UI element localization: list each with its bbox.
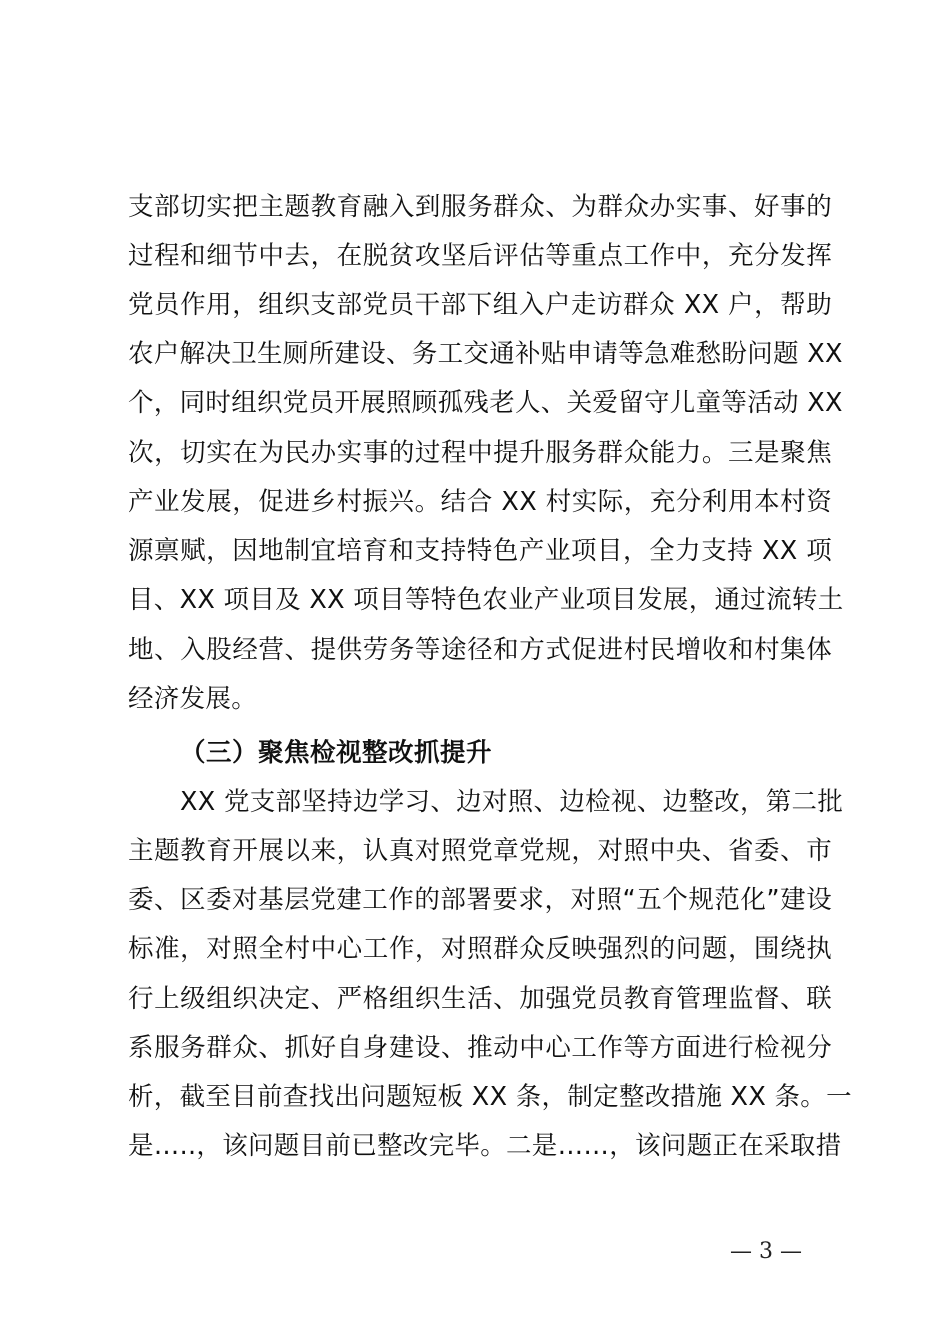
text-line: 过程和细节中去，在脱贫攻坚后评估等重点工作中，充分发挥 <box>128 241 832 271</box>
page-number: — 3 — <box>730 1239 802 1264</box>
section-heading: （三）聚焦检视整改抓提升 <box>180 738 493 768</box>
text-line: XX 党支部坚持边学习、边对照、边检视、边整改，第二批 <box>180 787 844 817</box>
text-line: 行上级组织决定、严格组织生活、加强党员教育管理监督、联 <box>128 984 832 1014</box>
text-line: 是…..，该问题目前已整改完毕。二是……，该问题正在采取措 <box>128 1131 842 1161</box>
text-line: 析，截至目前查找出问题短板 XX 条，制定整改措施 XX 条。一 <box>128 1082 852 1112</box>
text-line: 经济发展。 <box>128 684 258 714</box>
text-line: 地、入股经营、提供劳务等途径和方式促进村民增收和村集体 <box>128 635 832 665</box>
text-line: 次，切实在为民办实事的过程中提升服务群众能力。三是聚焦 <box>128 438 832 468</box>
text-line: 产业发展，促进乡村振兴。结合 XX 村实际，充分利用本村资 <box>128 487 832 517</box>
text-line: 委、区委对基层党建工作的部署要求，对照“五个规范化”建设 <box>128 885 832 915</box>
text-line: 标准，对照全村中心工作，对照群众反映强烈的问题，围绕执 <box>128 934 832 964</box>
text-line: 个，同时组织党员开展照顾孤残老人、关爱留守儿童等活动 XX <box>128 388 843 418</box>
text-line: 系服务群众、抓好自身建设、推动中心工作等方面进行检视分 <box>128 1033 832 1063</box>
text-line: 主题教育开展以来，认真对照党章党规，对照中央、省委、市 <box>128 836 832 866</box>
text-line: 农户解决卫生厕所建设、务工交通补贴申请等急难愁盼问题 XX <box>128 339 843 369</box>
text-line: 目、XX 项目及 XX 项目等特色农业产业项目发展，通过流转土 <box>128 585 844 615</box>
text-line: 党员作用，组织支部党员干部下组入户走访群众 XX 户，帮助 <box>128 290 832 320</box>
text-line: 支部切实把主题教育融入到服务群众、为群众办实事、好事的 <box>128 192 832 222</box>
text-line: 源禀赋，因地制宜培育和支持特色产业项目，全力支持 XX 项 <box>128 536 832 566</box>
